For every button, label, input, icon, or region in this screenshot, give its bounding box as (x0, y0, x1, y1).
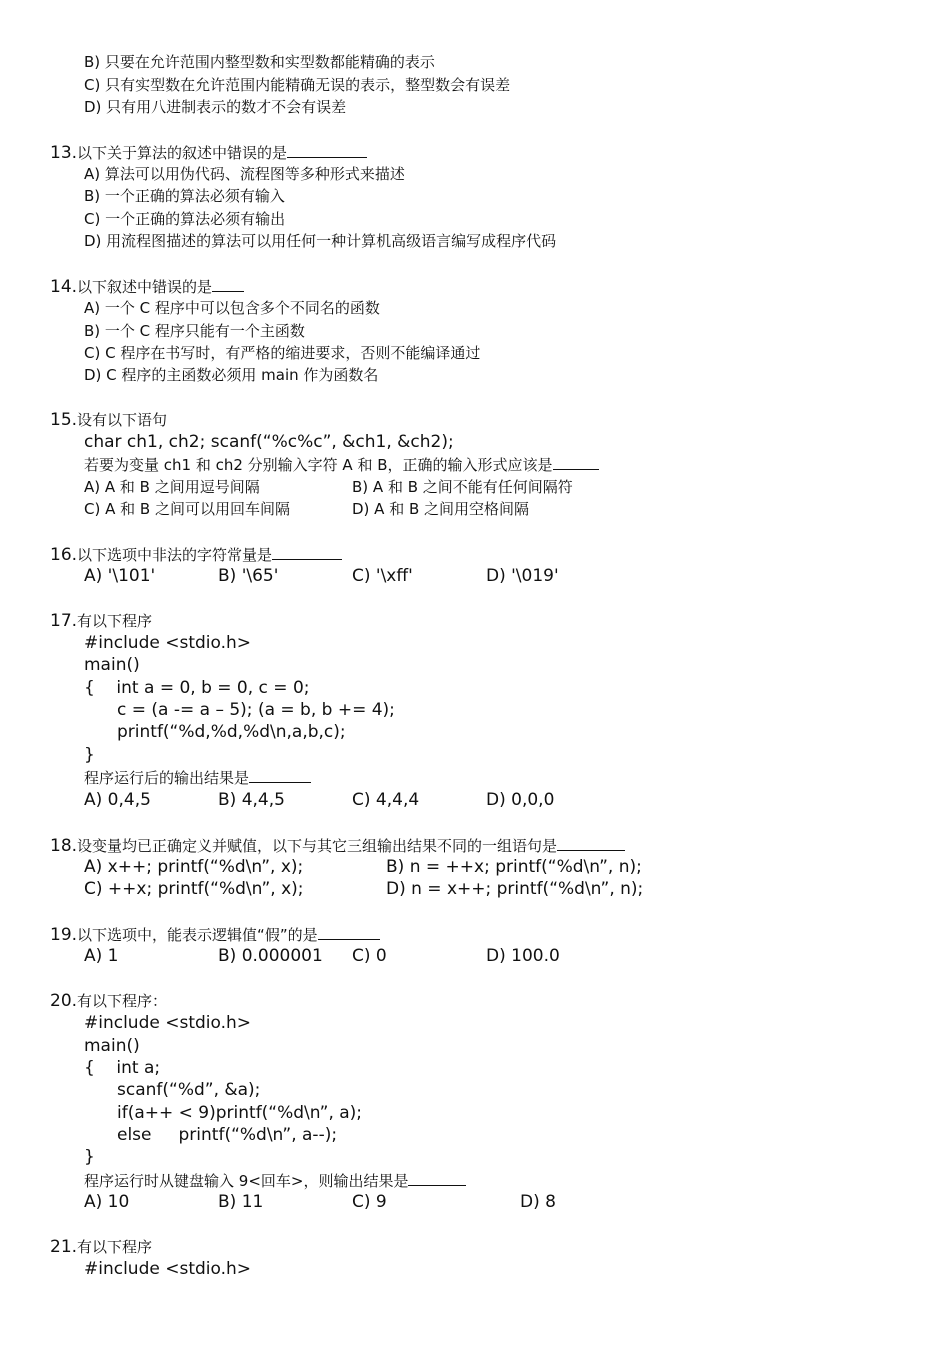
q12-option-d: D) 只有用八进制表示的数才不会有误差 (84, 98, 347, 116)
q20-code-line-6: else printf(“%d\n”, a--); (117, 1125, 338, 1145)
q20-code-line-1: #include <stdio.h> (84, 1013, 252, 1033)
q21-question (50, 1236, 152, 1258)
q20-stem: 有以下程序： (77, 992, 168, 1010)
q18-stem: 设变量均已正确定义并赋值，以下与其它三组输出结果不同的一组语句是 (77, 837, 558, 855)
q13-option-b: B) 一个正确的算法必须有输入 (84, 187, 285, 205)
q20-number: 20. (50, 991, 78, 1011)
answer-blank (272, 543, 342, 560)
q17-code-line-2: main() (84, 655, 140, 675)
q16-number: 16. (50, 545, 78, 565)
q17-code-line-5: printf(“%d,%d,%d\n,a,b,c); (117, 722, 346, 742)
q16-stem: 以下选项中非法的字符常量是 (77, 546, 273, 564)
q20-ask (84, 1169, 466, 1191)
q19-option-d: D) 100.0 (486, 946, 560, 966)
q17-code-line-4: c = (a -= a – 5); (a = b, b += 4); (117, 700, 395, 720)
q21-stem: 有以下程序 (77, 1238, 153, 1256)
q20-option-a: A) 10 (84, 1192, 130, 1212)
q14-number: 14. (50, 277, 78, 297)
q20-option-b: B) 11 (218, 1192, 264, 1212)
answer-blank (553, 453, 599, 470)
q20-option-d: D) 8 (520, 1192, 556, 1212)
q19-option-b: B) 0.000001 (218, 946, 323, 966)
q20-code-line-2: main() (84, 1036, 140, 1056)
q20-code-line-4: scanf(“%d”, &a); (117, 1080, 261, 1100)
q16-option-c: C) '\xff' (352, 566, 413, 586)
q16-question (50, 543, 342, 565)
q19-option-c: C) 0 (352, 946, 387, 966)
q15-option-a: A) A 和 B 之间用逗号间隔 (84, 478, 260, 496)
answer-blank (287, 141, 367, 158)
q13-question (50, 141, 367, 163)
q17-question (50, 610, 152, 632)
q20-option-c: C) 9 (352, 1192, 387, 1212)
q17-stem: 有以下程序 (77, 612, 153, 630)
q14-question (50, 275, 244, 297)
q20-ask-text: 程序运行时从键盘输入 9<回车>，则输出结果是 (84, 1172, 409, 1190)
q18-question (50, 834, 625, 856)
answer-blank (408, 1169, 466, 1186)
q12-option-c: C) 只有实型数在允许范围内能精确无误的表示，整型数会有误差 (84, 76, 511, 94)
q14-stem: 以下叙述中错误的是 (77, 278, 213, 296)
answer-blank (318, 923, 380, 940)
q18-number: 18. (50, 836, 78, 856)
q14-option-d: D) C 程序的主函数必须用 main 作为函数名 (84, 366, 379, 384)
q18-option-b: B) n = ++x; printf(“%d\n”, n); (386, 857, 642, 877)
q17-option-c: C) 4,4,4 (352, 790, 420, 810)
q14-option-a: A) 一个 C 程序中可以包含多个不同名的函数 (84, 299, 380, 317)
q16-option-a: A) '\101' (84, 566, 156, 586)
q15-number: 15. (50, 410, 78, 430)
q15-question (50, 409, 167, 431)
q17-number: 17. (50, 611, 78, 631)
q20-code-line-7: } (84, 1147, 95, 1167)
answer-blank (212, 275, 244, 292)
q17-ask-text: 程序运行后的输出结果是 (84, 769, 250, 787)
q13-option-a: A) 算法可以用伪代码、流程图等多种形式来描述 (84, 165, 405, 183)
q15-ask (84, 453, 599, 475)
q19-stem: 以下选项中，能表示逻辑值“假”的是 (77, 926, 318, 944)
q19-question (50, 923, 380, 945)
q17-code-line-1: #include <stdio.h> (84, 633, 252, 653)
q14-option-b: B) 一个 C 程序只能有一个主函数 (84, 322, 305, 340)
q17-option-d: D) 0,0,0 (486, 790, 555, 810)
q12-option-b: B) 只要在允许范围内整型数和实型数都能精确的表示 (84, 53, 435, 71)
q15-option-c: C) A 和 B 之间可以用回车间隔 (84, 500, 290, 518)
q20-code-line-3: { int a; (84, 1058, 161, 1078)
q18-option-c: C) ++x; printf(“%d\n”, x); (84, 879, 304, 899)
q15-option-d: D) A 和 B 之间用空格间隔 (352, 500, 530, 518)
q21-number: 21. (50, 1237, 78, 1257)
q19-number: 19. (50, 925, 78, 945)
answer-blank (249, 766, 311, 783)
q17-option-b: B) 4,4,5 (218, 790, 285, 810)
q15-option-b: B) A 和 B 之间不能有任何间隔符 (352, 478, 573, 496)
q13-option-d: D) 用流程图描述的算法可以用任何一种计算机高级语言编写成程序代码 (84, 232, 557, 250)
q17-code-line-6: } (84, 745, 95, 765)
q13-number: 13. (50, 143, 78, 163)
q13-stem: 以下关于算法的叙述中错误的是 (77, 144, 288, 162)
q18-option-d: D) n = x++; printf(“%d\n”, n); (386, 879, 644, 899)
q13-option-c: C) 一个正确的算法必须有输出 (84, 210, 286, 228)
q15-stem: 设有以下语句 (77, 411, 168, 429)
q17-option-a: A) 0,4,5 (84, 790, 151, 810)
q16-option-b: B) '\65' (218, 566, 279, 586)
q17-code-line-3: { int a = 0, b = 0, c = 0; (84, 678, 310, 698)
answer-blank (557, 834, 625, 851)
q20-code-line-5: if(a++ < 9)printf(“%d\n”, a); (117, 1103, 363, 1123)
q18-option-a: A) x++; printf(“%d\n”, x); (84, 857, 304, 877)
q15-code: char ch1, ch2; scanf(“%c%c”, &ch1, &ch2); (84, 432, 454, 452)
q17-ask (84, 766, 311, 788)
q21-code-line-1: #include <stdio.h> (84, 1259, 252, 1279)
q16-option-d: D) '\019' (486, 566, 559, 586)
q14-option-c: C) C 程序在书写时，有严格的缩进要求，否则不能编译通过 (84, 344, 481, 362)
q19-option-a: A) 1 (84, 946, 119, 966)
q15-ask-text: 若要为变量 ch1 和 ch2 分别输入字符 A 和 B，正确的输入形式应该是 (84, 456, 553, 474)
q20-question (50, 990, 167, 1012)
